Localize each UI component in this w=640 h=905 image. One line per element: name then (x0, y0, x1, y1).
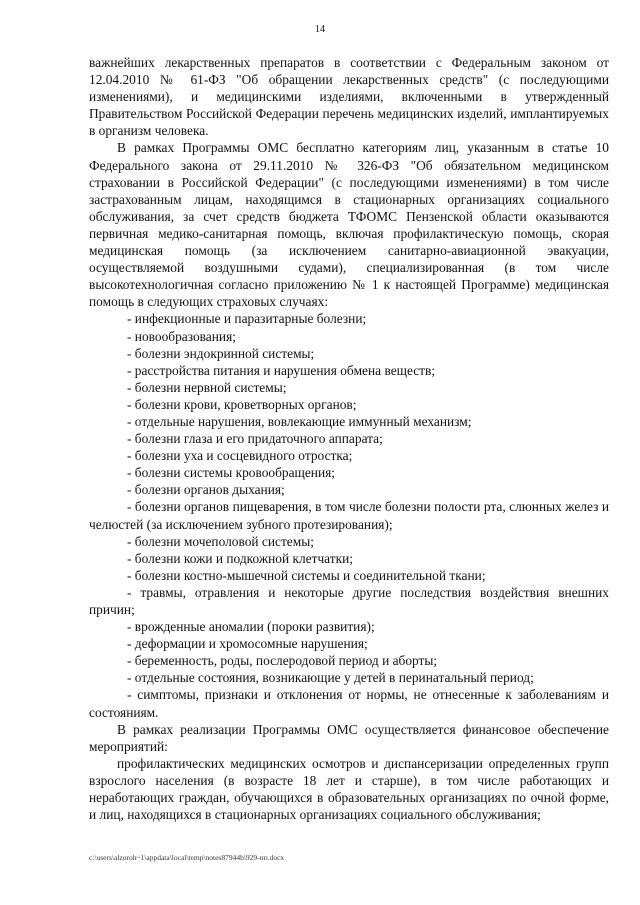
list-item: - травмы, отравления и некоторые другие последствия воздействия внешних причин; (89, 584, 609, 617)
list-item: - болезни кожи и подкожной клетчатки; (127, 550, 354, 566)
document-body (89, 54, 609, 823)
list-item: - болезни мочеполовой системы; (127, 533, 314, 549)
list-item: - расстройства питания и нарушения обмена веществ; (127, 362, 436, 378)
list-item: - болезни органов пищеварения, в том числе болезни полости рта, слюнных желез и челюстей (за исключением зубного протезирования); (89, 499, 609, 532)
list-item: - болезни органов дыхания; (127, 482, 285, 498)
list-item: - болезни уха и сосцевидного отростка; (127, 448, 353, 464)
paragraph-oms-insured-cases: В рамках Программы ОМС бесплатно категориям лиц, указанным в статье 10 Федерального закона от 29.11.2010 № 326-ФЗ "Об обязательном медицинском страховании в Российской Федерации" (с последующими изменениями) в том числе застрахованным лицам, находящимся в стационарных организациях социального обслуживания, за счет средств бюджета ТФОМС Пензенской области оказываются первичная медико-санитарная помощь, включая профилактическую помощь, скорая медицинская помощь (за исключением санитарно-авиационной эвакуации, осуществляемой воздушными судами), специализированная (в том числе высокотехнологичная согласно приложению № 1 к настоящей Программе) медицинская помощь в следующих страховых случаях: (89, 140, 609, 310)
paragraph-preventive-checkups: профилактических медицинских осмотров и диспансеризации определенных групп взрослого населения (в возрасте 18 лет и старше), в том числе работающих и неработающих граждан, обучающихся в образовательных организациях по очной форме, и лиц, находящихся в стационарных организациях социального обслуживания; (89, 755, 609, 823)
insurance-cases-list (89, 310, 609, 720)
list-item: - болезни глаза и его придаточного аппарата; (127, 431, 383, 447)
list-item: - отдельные нарушения, вовлекающие иммунный механизм; (127, 413, 472, 429)
paragraph-financing-intro: В рамках реализации Программы ОМС осуществляется финансовое обеспечение мероприятий: (89, 721, 609, 754)
list-item: - симптомы, признаки и отклонения от нормы, не отнесенные к заболеваниям и состояниям. (89, 687, 609, 720)
list-item: - болезни крови, кроветворных органов; (127, 396, 357, 412)
list-item: - деформации и хромосомные нарушения; (127, 636, 368, 652)
page-number: 14 (315, 24, 325, 35)
list-item: - отдельные состояния, возникающие у детей в перинатальный период; (127, 670, 534, 686)
list-item: - врожденные аномалии (пороки развития); (127, 619, 375, 635)
list-item: - болезни нервной системы; (127, 379, 287, 395)
footer-file-path: c:\users\alzoroh~1\appdata\local\temp\notes87944b\929-пп.docx (89, 853, 285, 862)
list-item: - болезни системы кровообращения; (127, 465, 335, 481)
paragraph-continuation: важнейших лекарственных препаратов в соответствии с Федеральным законом от 12.04.2010 № 61-ФЗ "Об обращении лекарственных средств" (с последующими изменениями), и медицинскими изделиями, включенными в утвержденный Правительством Российской Федерации перечень медицинских изделий, имплантируемых в организм человека. (89, 55, 609, 139)
list-item: - болезни эндокринной системы; (127, 345, 315, 361)
list-item: - новообразования; (127, 328, 236, 344)
list-item: - болезни костно-мышечной системы и соединительной ткани; (127, 567, 486, 583)
list-item: - инфекционные и паразитарные болезни; (127, 311, 367, 327)
list-item: - беременность, роды, послеродовой период и аборты; (127, 653, 438, 669)
